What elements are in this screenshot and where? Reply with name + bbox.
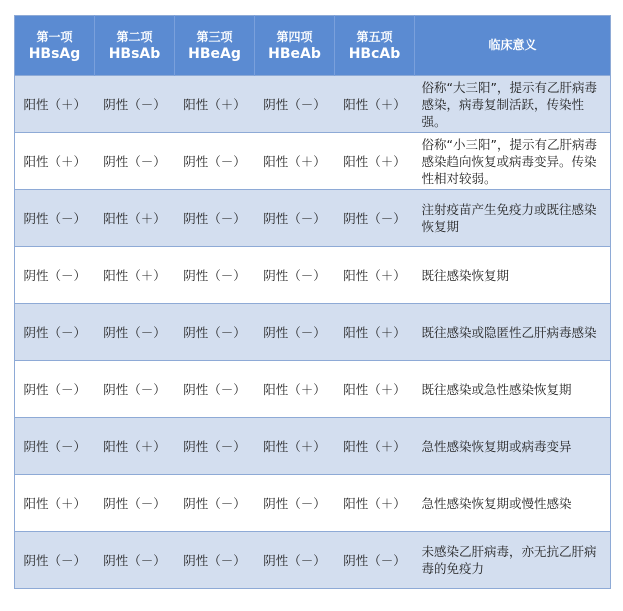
result-cell-col-1: 阳性（＋） bbox=[15, 475, 95, 532]
header-col-2-en: HBsAb bbox=[108, 45, 161, 62]
header-col-4-cn: 第四项 bbox=[276, 29, 313, 44]
result-cell-col-1: 阴性（－） bbox=[15, 418, 95, 475]
header-col-5 bbox=[335, 16, 415, 76]
result-cell-col-5: 阳性（＋） bbox=[335, 475, 415, 532]
header-col-5-en: HBcAb bbox=[348, 45, 401, 62]
clinical-meaning-cell: 俗称“大三阳”，提示有乙肝病毒感染，病毒复制活跃，传染性强。 bbox=[415, 76, 611, 133]
header-col-4 bbox=[255, 16, 335, 76]
result-cell-col-1: 阳性（＋） bbox=[15, 76, 95, 133]
result-cell-col-5: 阳性（＋） bbox=[335, 247, 415, 304]
header-col-5-cn: 第五项 bbox=[356, 29, 393, 44]
result-cell-col-5: 阳性（＋） bbox=[335, 76, 415, 133]
table-row bbox=[15, 76, 611, 133]
result-cell-col-2: 阴性（－） bbox=[95, 304, 175, 361]
result-cell-col-2: 阴性（－） bbox=[95, 532, 175, 589]
result-cell-col-1: 阴性（－） bbox=[15, 361, 95, 418]
result-cell-col-4: 阴性（－） bbox=[255, 76, 335, 133]
result-cell-col-3: 阴性（－） bbox=[175, 133, 255, 190]
clinical-meaning-cell: 注射疫苗产生免疫力或既往感染恢复期 bbox=[415, 190, 611, 247]
header-col-2 bbox=[95, 16, 175, 76]
result-cell-col-4: 阴性（－） bbox=[255, 475, 335, 532]
result-cell-col-3: 阴性（－） bbox=[175, 475, 255, 532]
result-cell-col-3: 阴性（－） bbox=[175, 361, 255, 418]
result-cell-col-1: 阳性（＋） bbox=[15, 133, 95, 190]
result-cell-col-5: 阴性（－） bbox=[335, 190, 415, 247]
result-cell-col-5: 阳性（＋） bbox=[335, 133, 415, 190]
table-row bbox=[15, 190, 611, 247]
table-row bbox=[15, 133, 611, 190]
table-row bbox=[15, 361, 611, 418]
result-cell-col-2: 阴性（－） bbox=[95, 76, 175, 133]
header-col-1-en: HBsAg bbox=[28, 45, 81, 62]
table-row bbox=[15, 475, 611, 532]
result-cell-col-3: 阴性（－） bbox=[175, 247, 255, 304]
result-cell-col-1: 阴性（－） bbox=[15, 190, 95, 247]
result-cell-col-3: 阳性（＋） bbox=[175, 76, 255, 133]
header-col-1 bbox=[15, 16, 95, 76]
clinical-meaning-cell: 俗称“小三阳”，提示有乙肝病毒感染趋向恢复或病毒变异。传染性相对较弱。 bbox=[415, 133, 611, 190]
result-cell-col-4: 阳性（＋） bbox=[255, 361, 335, 418]
table-body bbox=[15, 76, 611, 589]
result-cell-col-2: 阳性（＋） bbox=[95, 247, 175, 304]
table-row bbox=[15, 247, 611, 304]
result-cell-col-2: 阳性（＋） bbox=[95, 190, 175, 247]
result-cell-col-2: 阴性（－） bbox=[95, 361, 175, 418]
result-cell-col-2: 阳性（＋） bbox=[95, 418, 175, 475]
hepatitis-b-table-container bbox=[14, 15, 610, 589]
result-cell-col-3: 阴性（－） bbox=[175, 190, 255, 247]
result-cell-col-4: 阴性（－） bbox=[255, 190, 335, 247]
result-cell-col-5: 阳性（＋） bbox=[335, 304, 415, 361]
clinical-meaning-cell: 急性感染恢复期或慢性感染 bbox=[415, 475, 611, 532]
header-col-1-cn: 第一项 bbox=[36, 29, 73, 44]
header-col-3-cn: 第三项 bbox=[196, 29, 233, 44]
header-col-2-cn: 第二项 bbox=[116, 29, 153, 44]
clinical-meaning-cell: 既往感染或急性感染恢复期 bbox=[415, 361, 611, 418]
table-header bbox=[15, 16, 611, 76]
result-cell-col-4: 阳性（＋） bbox=[255, 418, 335, 475]
result-cell-col-2: 阴性（－） bbox=[95, 475, 175, 532]
result-cell-col-1: 阴性（－） bbox=[15, 304, 95, 361]
result-cell-col-2: 阴性（－） bbox=[95, 133, 175, 190]
result-cell-col-4: 阴性（－） bbox=[255, 304, 335, 361]
result-cell-col-1: 阴性（－） bbox=[15, 247, 95, 304]
table-row bbox=[15, 532, 611, 589]
hepatitis-b-five-items-table bbox=[14, 15, 611, 589]
result-cell-col-4: 阴性（－） bbox=[255, 247, 335, 304]
result-cell-col-3: 阴性（－） bbox=[175, 304, 255, 361]
result-cell-col-5: 阳性（＋） bbox=[335, 361, 415, 418]
table-row bbox=[15, 418, 611, 475]
header-col-3-en: HBeAg bbox=[188, 45, 241, 62]
header-col-6-cn: 临床意义 bbox=[488, 38, 537, 52]
header-col-3 bbox=[175, 16, 255, 76]
result-cell-col-5: 阴性（－） bbox=[335, 532, 415, 589]
result-cell-col-5: 阳性（＋） bbox=[335, 418, 415, 475]
clinical-meaning-cell: 未感染乙肝病毒，亦无抗乙肝病毒的免疫力 bbox=[415, 532, 611, 589]
result-cell-col-4: 阳性（＋） bbox=[255, 133, 335, 190]
clinical-meaning-cell: 急性感染恢复期或病毒变异 bbox=[415, 418, 611, 475]
header-col-4-en: HBeAb bbox=[268, 45, 321, 62]
table-row bbox=[15, 304, 611, 361]
clinical-meaning-cell: 既往感染或隐匿性乙肝病毒感染 bbox=[415, 304, 611, 361]
result-cell-col-3: 阴性（－） bbox=[175, 418, 255, 475]
result-cell-col-4: 阴性（－） bbox=[255, 532, 335, 589]
header-row bbox=[15, 16, 611, 76]
result-cell-col-3: 阴性（－） bbox=[175, 532, 255, 589]
clinical-meaning-cell: 既往感染恢复期 bbox=[415, 247, 611, 304]
result-cell-col-1: 阴性（－） bbox=[15, 532, 95, 589]
header-col-clinical-meaning bbox=[415, 16, 611, 76]
